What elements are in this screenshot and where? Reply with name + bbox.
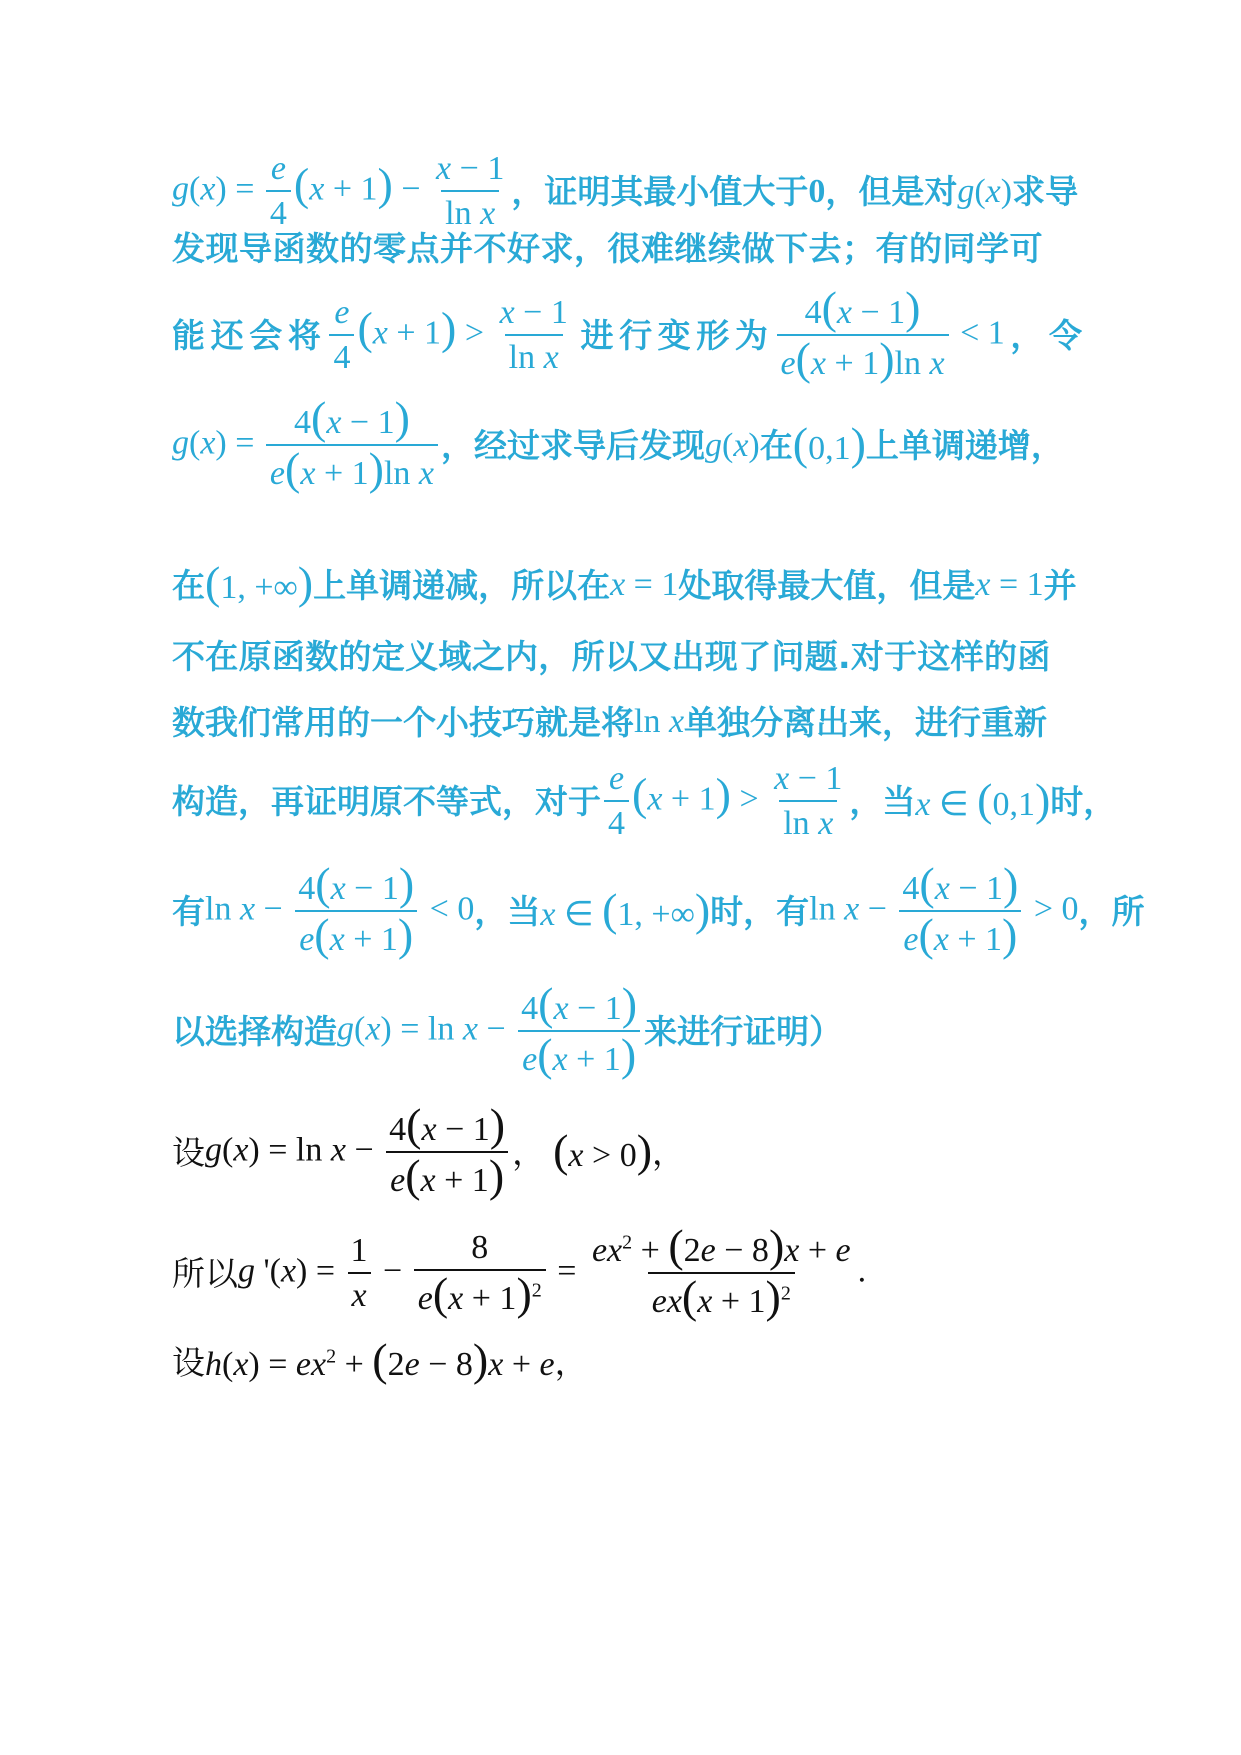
text: 时，: [1050, 782, 1117, 821]
commentary-line-7: [172, 702, 1082, 742]
solution-line-3: [172, 1334, 1082, 1385]
formula: $\frac{e}{4}$ (x + 1) > $\frac{x - 1}{\text{ln x}}$: [601, 762, 849, 841]
formula: ln x: [634, 703, 685, 740]
text: ，所: [1078, 892, 1145, 931]
text: ，: [512, 1133, 546, 1172]
formula: g(x): [957, 172, 1013, 210]
text: ，经过求导后发现: [441, 426, 705, 465]
text: 构造，再证明原不等式，对于: [172, 782, 601, 821]
text: 设: [172, 1133, 205, 1172]
text: 上单调递增，: [865, 426, 1064, 465]
text: 数我们常用的一个小技巧就是将: [172, 702, 634, 742]
text: 形: [696, 316, 730, 355]
formula: g(x) = ln x − $\frac{4(x - 1)}{e(x + 1)}$: [205, 1107, 512, 1198]
formula: g(x): [705, 426, 760, 464]
formula: ln x − $\frac{4(x - 1)}{e(x + 1)}$ < 0: [205, 858, 475, 960]
text: 能: [172, 316, 205, 355]
text: ，: [652, 1133, 686, 1172]
formula: $h(x) = ex^2 + (2e - 8)x + e$: [205, 1334, 555, 1385]
text: ，: [554, 1342, 588, 1382]
text: ，但是对: [825, 172, 958, 211]
text: 行: [619, 316, 653, 355]
text: 在: [759, 426, 793, 465]
formula-g-def: g(x) = $\frac{e}{4}$ (x + 1) − $\frac{x - 1}{\text{ln x}}$: [172, 150, 505, 232]
text: 令: [1048, 316, 1082, 355]
text: ，证明其最小值大于: [511, 172, 809, 211]
text: 求导: [1012, 172, 1079, 211]
text: 设: [172, 1342, 205, 1382]
commentary-line-3: [172, 282, 1082, 384]
text: 时，有: [710, 892, 810, 931]
text: ，: [1010, 316, 1044, 355]
text: 以选择构造: [172, 1012, 337, 1051]
text: 来进行证明）: [644, 1012, 843, 1051]
text: 所以: [172, 1254, 238, 1293]
text: 不在原函数的定义域之内，所以又出现了问题.对于这样的函: [172, 637, 1051, 676]
text: 变: [657, 316, 691, 355]
formula: (0,1): [792, 417, 866, 469]
text: 为: [734, 316, 768, 355]
formula: $\frac{e}{4}$ (x + 1) > $\frac{x - 1}{\text{ln x}}$: [326, 296, 574, 375]
commentary-line-9: [172, 858, 1145, 960]
formula: $\frac{4(x - 1)}{\text{e(x + 1)ln x}}$ < 1: [774, 290, 1005, 381]
text: 在: [172, 565, 205, 605]
text: 有: [172, 892, 205, 931]
solution-line-2: [172, 1220, 1082, 1322]
commentary-line-10: [172, 978, 1082, 1080]
commentary-line-1: [172, 152, 1082, 231]
commentary-line-4: [172, 392, 1082, 494]
text: 单独分离出来，进行重新: [684, 702, 1048, 742]
commentary-line-8: [172, 760, 1117, 842]
formula: x = 1: [610, 566, 679, 603]
commentary-line-2: [172, 229, 1082, 268]
text: 上单调递减，所以在: [313, 565, 611, 605]
formula: g '(x) = $\frac{1}{x}$ − $\frac{8}{e(x + 1)^2}$ = $\frac{ex^2 + (2e - 8)x + e}{ex(x + 1)^2}$ .: [238, 1220, 867, 1322]
text: 将: [287, 316, 321, 355]
formula: (1, +∞): [205, 557, 314, 608]
text: 0: [808, 172, 826, 210]
text: 会: [249, 316, 283, 355]
formula: g(x) = $\frac{4(x - 1)}{\text{e(x + 1)ln x}}$: [172, 400, 441, 491]
text: 处取得最大值，但是: [678, 565, 976, 605]
commentary-line-6: [172, 637, 1082, 676]
text: ，当: [474, 892, 541, 931]
formula: (x > 0): [553, 1124, 653, 1176]
formula: g(x) = ln x − $\frac{4(x - 1)}{e(x + 1)}$: [337, 986, 644, 1077]
commentary-line-5: [172, 557, 1082, 608]
solution-line-1: [172, 1099, 1082, 1201]
formula: x ∈ (1, +∞): [540, 883, 711, 935]
formula: ln x − $\frac{4(x - 1)}{e(x + 1)}$ > 0: [809, 858, 1079, 960]
formula: x ∈ (0,1): [915, 773, 1051, 825]
text: 进: [580, 316, 614, 355]
text: 还: [210, 316, 244, 355]
formula: x = 1: [975, 566, 1044, 603]
text: 并: [1043, 565, 1077, 605]
text: ，当: [849, 782, 916, 821]
text: 发现导函数的零点并不好求，很难继续做下去；有的同学可: [172, 229, 1043, 268]
